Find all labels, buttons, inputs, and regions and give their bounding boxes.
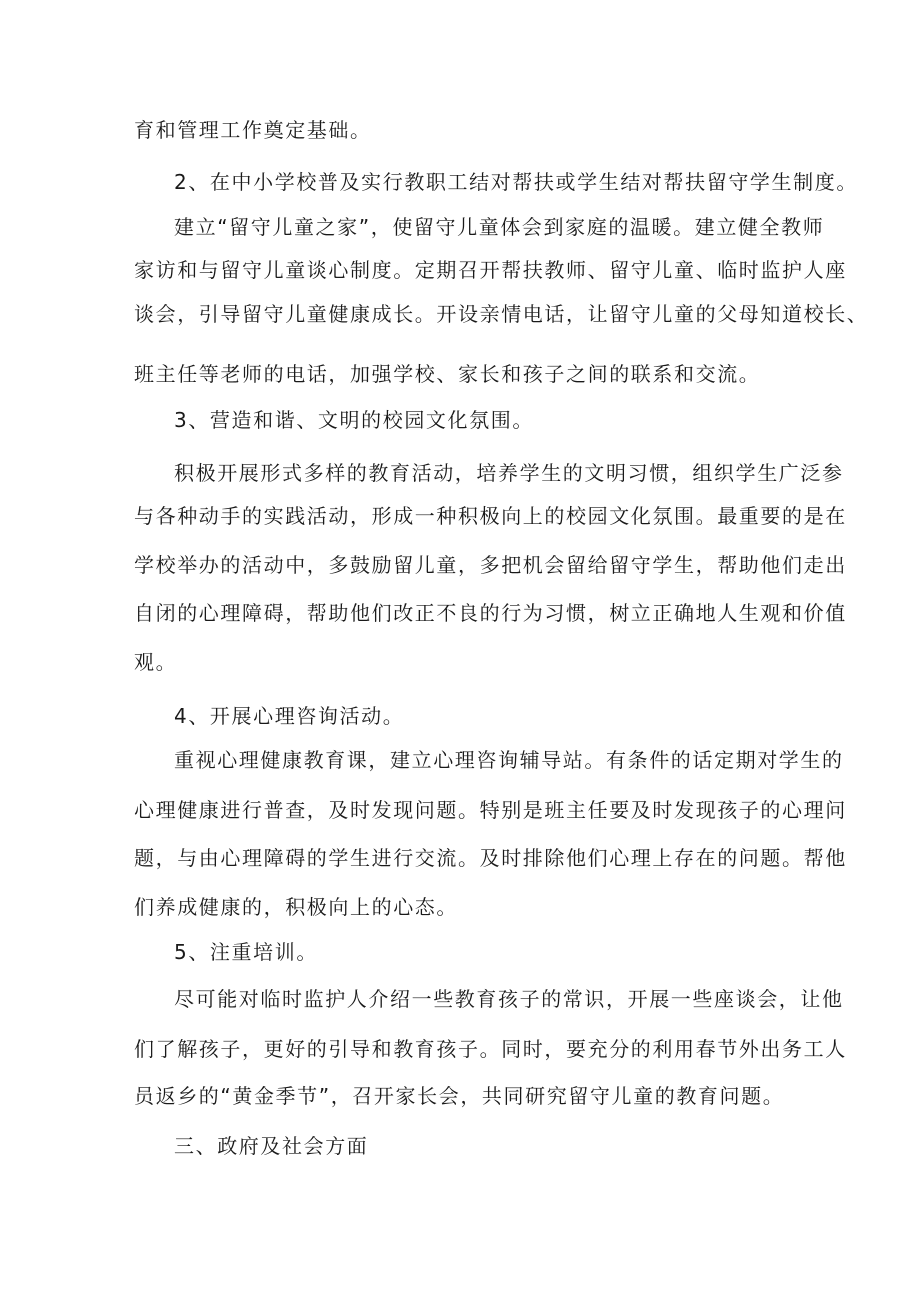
section-heading: 三、政府及社会方面 bbox=[174, 1134, 369, 1158]
section-heading: 5、注重培训。 bbox=[174, 940, 318, 964]
paragraph-line: 积极开展形式多样的教育活动，培养学生的文明习惯，组织学生广泛参 bbox=[174, 461, 844, 485]
paragraph-line: 学校举办的活动中，多鼓励留儿童，多把机会留给留守学生，帮助他们走出 bbox=[134, 553, 847, 577]
section-heading: 2、在中小学校普及实行教职工结对帮扶或学生结对帮扶留守学生制度。 bbox=[174, 170, 858, 194]
section-heading: 4、开展心理咨询活动。 bbox=[174, 704, 405, 728]
paragraph-line: 班主任等老师的电话，加强学校、家长和孩子之间的联系和交流。 bbox=[134, 362, 761, 386]
paragraph-line: 们了解孩子，更好的引导和教育孩子。同时，要充分的利用春节外出务工人 bbox=[134, 1037, 847, 1061]
paragraph-line: 重视心理健康教育课，建立心理咨询辅导站。有条件的话定期对学生的 bbox=[174, 748, 844, 772]
paragraph-line: 心理健康进行普查，及时发现问题。特别是班主任要及时发现孩子的心理问 bbox=[134, 798, 847, 822]
paragraph-line: 观。 bbox=[134, 650, 178, 674]
paragraph-line: 谈会，引导留守儿童健康成长。开设亲情电话，让留守儿童的父母知道校长、 bbox=[134, 302, 869, 326]
paragraph-line: 们养成健康的，积极向上的心态。 bbox=[134, 895, 458, 919]
paragraph-line: 与各种动手的实践活动，形成一种积极向上的校园文化氛围。最重要的是在 bbox=[134, 504, 847, 528]
paragraph-line: 家访和与留守儿童谈心制度。定期召开帮扶教师、留守儿童、临时监护人座 bbox=[134, 258, 847, 282]
paragraph-line: 尽可能对临时监护人介绍一些教育孩子的常识，开展一些座谈会，让他 bbox=[174, 987, 844, 1011]
section-heading: 3、营造和谐、文明的校园文化氛围。 bbox=[174, 408, 534, 432]
paragraph-line: 员返乡的“黄金季节”，召开家长会，共同研究留守儿童的教育问题。 bbox=[134, 1084, 785, 1108]
paragraph-line: 育和管理工作奠定基础。 bbox=[134, 118, 372, 142]
paragraph-line: 建立“留守儿童之家”，使留守儿童体会到家庭的温暖。建立健全教师 bbox=[174, 215, 825, 239]
paragraph-line: 自闭的心理障碍，帮助他们改正不良的行为习惯，树立正确地人生观和价值 bbox=[134, 601, 847, 625]
paragraph-line: 题，与由心理障碍的学生进行交流。及时排除他们心理上存在的问题。帮他 bbox=[134, 846, 847, 870]
